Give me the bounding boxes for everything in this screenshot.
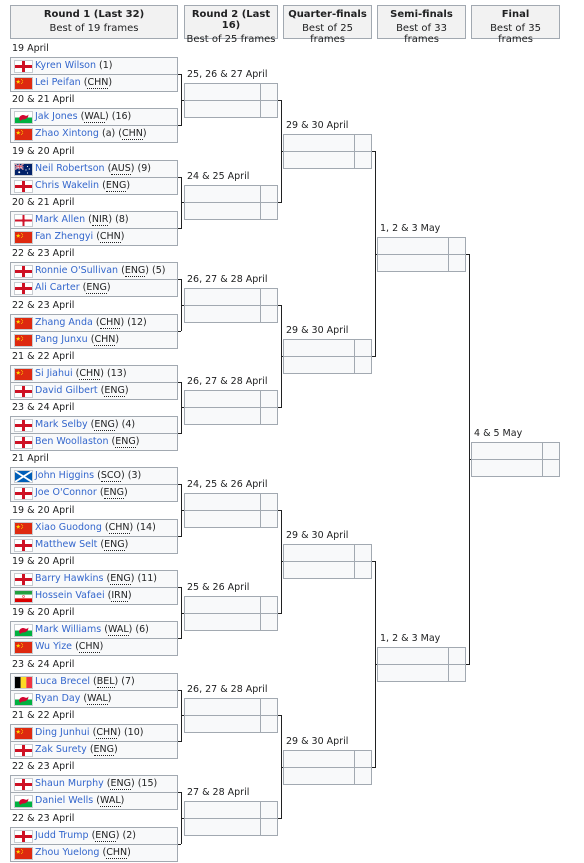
- seed-number: (11): [137, 573, 157, 584]
- player-name: [35, 382, 129, 399]
- england-flag-icon: [14, 778, 31, 789]
- round-format: Best of 19 frames: [49, 23, 139, 34]
- nationality-code[interactable]: CHN: [99, 230, 121, 242]
- quarterfinal-match-slot: [283, 767, 355, 785]
- semifinal-match-score: [448, 254, 466, 272]
- player-link[interactable]: Zhao Xintong: [35, 128, 99, 140]
- match-date: 22 & 23 April: [12, 812, 75, 824]
- round2-match-score: [260, 407, 278, 425]
- round2-match-slot: [184, 493, 261, 511]
- round2-match-slot: [184, 83, 261, 101]
- player-link[interactable]: Pang Junxu: [35, 333, 88, 345]
- england-flag-icon: [14, 436, 31, 447]
- player-link[interactable]: Si Jiahui: [35, 367, 73, 379]
- final-match-score: [542, 442, 560, 460]
- quarterfinal-match-score: [354, 134, 372, 152]
- match-date: 1, 2 & 3 May: [380, 632, 441, 644]
- match-date: 23 & 24 April: [12, 658, 75, 670]
- china-flag-icon: [14, 368, 31, 379]
- round2-match-score: [260, 818, 278, 836]
- china-flag-icon: [14, 317, 31, 328]
- bracket-connector: [281, 151, 283, 152]
- round-format: Best of 33 frames: [396, 23, 447, 45]
- bracket-connector: [281, 356, 283, 357]
- nationality: (ENG): [91, 829, 120, 841]
- wales-flag-icon: [14, 693, 31, 704]
- player-name: [35, 433, 139, 450]
- match-date: 26, 27 & 28 April: [187, 376, 268, 388]
- quarterfinal-match-slot: [283, 356, 355, 374]
- player-name: [35, 690, 111, 707]
- quarterfinal-match-slot: [283, 151, 355, 169]
- nationality-code[interactable]: ENG: [105, 179, 127, 191]
- nationality-code[interactable]: CHN: [99, 316, 121, 328]
- england-flag-icon: [14, 487, 31, 498]
- player-link[interactable]: Barry Hawkins: [35, 573, 104, 584]
- player-link[interactable]: Kyren Wilson: [35, 60, 96, 71]
- england-flag-icon: [14, 180, 31, 191]
- china-flag-icon: [14, 522, 31, 533]
- player-link[interactable]: Ronnie O'Sullivan: [35, 265, 119, 277]
- player-name: [35, 844, 131, 861]
- player-name: [35, 211, 129, 228]
- seed-number: (13): [107, 367, 127, 379]
- player-link[interactable]: Mark Williams: [35, 624, 102, 636]
- match-date: 29 & 30 April: [286, 530, 349, 542]
- player-name: [35, 519, 156, 536]
- final-match-slot: [471, 442, 543, 460]
- quarterfinal-match-score: [354, 544, 372, 562]
- match-date: 22 & 23 April: [12, 299, 75, 311]
- player-name: [35, 792, 124, 809]
- match-date: 22 & 23 April: [12, 248, 75, 260]
- scotland-flag-icon: [14, 470, 31, 481]
- england-flag-icon: [14, 60, 31, 71]
- player-name: [35, 467, 141, 484]
- china-flag-icon: [14, 77, 31, 88]
- nationality-code[interactable]: ENG: [124, 265, 146, 277]
- player-name: [35, 57, 113, 74]
- northern-ireland-flag-icon: [14, 214, 31, 225]
- nationality-code[interactable]: CHN: [96, 726, 118, 738]
- quarterfinal-match-slot: [283, 544, 355, 562]
- round-title: Round 2 (Last 16): [191, 9, 271, 31]
- nationality-code[interactable]: CHN: [87, 77, 109, 88]
- nationality: (CHN): [104, 521, 134, 533]
- round2-match-slot: [184, 100, 261, 118]
- semifinal-match-slot: [377, 237, 449, 255]
- england-flag-icon: [14, 744, 31, 755]
- player-link[interactable]: Hossein Vafaei: [35, 590, 105, 601]
- match-date: 4 & 5 May: [474, 427, 523, 439]
- nationality: (CHN): [92, 726, 121, 738]
- nationality: (ENG): [90, 419, 119, 431]
- england-flag-icon: [14, 573, 31, 584]
- nationality: (a) (CHN): [101, 128, 147, 140]
- round2-match-score: [260, 83, 278, 101]
- semifinal-match-score: [448, 237, 466, 255]
- round2-match-slot: [184, 185, 261, 203]
- match-date: 26, 27 & 28 April: [187, 273, 268, 285]
- player-link[interactable]: Shaun Murphy: [35, 778, 104, 790]
- seed-number: (12): [127, 316, 147, 328]
- player-name: [35, 279, 111, 296]
- seed-number: (8): [115, 213, 129, 225]
- player-name: [35, 365, 127, 382]
- england-flag-icon: [14, 419, 31, 430]
- australia-flag-icon: [14, 163, 31, 174]
- seed-number: (3): [127, 470, 142, 482]
- round2-match-slot: [184, 288, 261, 306]
- player-link[interactable]: Judd Trump: [35, 829, 89, 841]
- semifinal-match-slot: [377, 647, 449, 665]
- round-header: [10, 5, 178, 39]
- nationality: (SCO): [97, 470, 125, 482]
- round2-match-slot: [184, 818, 261, 836]
- seed-number: (9): [137, 162, 151, 174]
- quarterfinal-match-slot: [283, 561, 355, 579]
- nationality: (ENG): [89, 743, 118, 755]
- nationality-code[interactable]: ENG: [93, 743, 115, 755]
- round-format: Best of 35 frames: [490, 23, 541, 45]
- bracket-connector: [181, 305, 184, 306]
- nationality: (NIR): [88, 213, 113, 225]
- china-flag-icon: [14, 641, 31, 652]
- bracket-connector: [181, 613, 184, 614]
- round2-match-score: [260, 493, 278, 511]
- player-link[interactable]: Lei Peifan: [35, 77, 81, 88]
- round2-match-score: [260, 390, 278, 408]
- nationality: (ENG): [99, 487, 128, 499]
- nationality: (ENG): [111, 436, 140, 448]
- nationality: (ENG): [82, 282, 111, 294]
- round2-match-score: [260, 596, 278, 614]
- round2-match-score: [260, 185, 278, 203]
- round-title: Final: [501, 9, 530, 20]
- seed-number: (5): [152, 265, 166, 277]
- nationality-code[interactable]: SCO: [100, 470, 122, 482]
- round2-match-slot: [184, 390, 261, 408]
- nationality-code[interactable]: CHN: [106, 846, 128, 858]
- player-name: [35, 570, 157, 587]
- round2-match-score: [260, 305, 278, 323]
- round2-match-slot: [184, 596, 261, 614]
- match-date: 19 & 20 April: [12, 556, 75, 567]
- match-date: 26, 27 & 28 April: [187, 684, 268, 696]
- player-name: [35, 160, 151, 177]
- round-header: [377, 5, 466, 45]
- player-name: [35, 74, 112, 91]
- nationality-code[interactable]: CHN: [121, 128, 143, 140]
- player-name: [35, 331, 119, 348]
- player-link[interactable]: Xiao Guodong: [35, 521, 102, 533]
- china-flag-icon: [14, 128, 31, 139]
- player-name: [35, 673, 135, 690]
- nationality-code[interactable]: ENG: [115, 436, 136, 448]
- match-date: 27 & 28 April: [187, 786, 250, 798]
- player-link[interactable]: Zhang Anda: [35, 316, 93, 328]
- belgium-flag-icon: [14, 676, 31, 687]
- nationality-code[interactable]: CHN: [79, 367, 101, 379]
- bracket-connector: [181, 715, 184, 716]
- player-link[interactable]: Ali Carter: [35, 282, 80, 294]
- player-name: [35, 228, 125, 245]
- final-match-slot: [471, 459, 543, 477]
- nationality-code[interactable]: ENG: [110, 573, 131, 584]
- match-date: 19 April: [12, 43, 49, 54]
- match-date: 25 & 26 April: [187, 581, 250, 593]
- match-date: 21 & 22 April: [12, 350, 75, 362]
- match-date: 1, 2 & 3 May: [380, 222, 441, 234]
- player-name: [35, 177, 130, 194]
- nationality: (CHN): [96, 230, 125, 242]
- quarterfinal-match-slot: [283, 750, 355, 768]
- round2-match-score: [260, 715, 278, 733]
- nationality: (BEL): [93, 675, 119, 687]
- china-flag-icon: [14, 727, 31, 738]
- round2-match-slot: [184, 801, 261, 819]
- nationality: (CHN): [102, 846, 131, 858]
- round2-match-slot: [184, 613, 261, 631]
- player-link[interactable]: Ben Woollaston: [35, 436, 109, 448]
- quarterfinal-match-score: [354, 356, 372, 374]
- bracket-connector: [281, 561, 283, 562]
- china-flag-icon: [14, 231, 31, 242]
- player-name: [35, 125, 147, 142]
- england-flag-icon: [14, 539, 31, 550]
- player-link[interactable]: Jak Jones: [35, 111, 78, 123]
- round2-match-slot: [184, 715, 261, 733]
- nationality-code[interactable]: ENG: [95, 829, 116, 841]
- round2-match-score: [260, 801, 278, 819]
- player-link[interactable]: Wu Yize: [35, 641, 73, 653]
- player-name: [35, 775, 157, 792]
- match-date: 20 & 21 April: [12, 196, 75, 208]
- seed-number: (6): [135, 624, 149, 636]
- nationality-code[interactable]: CHN: [94, 333, 116, 345]
- round-header: [283, 5, 372, 45]
- round-format: Best of 25 frames: [186, 34, 276, 45]
- player-link[interactable]: Mark Selby: [35, 419, 88, 431]
- wales-flag-icon: [14, 111, 31, 122]
- match-date: 25, 26 & 27 April: [187, 68, 268, 80]
- player-link[interactable]: Matthew Selt: [35, 538, 98, 550]
- iran-flag-icon: [14, 590, 31, 601]
- player-name: [35, 262, 166, 279]
- match-date: 20 & 21 April: [12, 94, 75, 106]
- quarterfinal-match-score: [354, 339, 372, 357]
- player-link[interactable]: Ding Junhui: [35, 726, 90, 738]
- round2-match-slot: [184, 202, 261, 220]
- nationality-code[interactable]: WAL: [107, 624, 129, 636]
- round-header: [184, 5, 278, 45]
- round2-match-slot: [184, 407, 261, 425]
- nationality: (CHN): [75, 641, 104, 653]
- player-name: [35, 621, 149, 638]
- seed-number: (10): [123, 726, 144, 738]
- match-date: 21 April: [12, 453, 49, 465]
- nationality-code[interactable]: ENG: [104, 384, 125, 396]
- quarterfinal-match-slot: [283, 134, 355, 152]
- player-link[interactable]: Luca Brecel: [35, 675, 90, 687]
- quarterfinal-match-score: [354, 151, 372, 169]
- player-name: [35, 827, 136, 844]
- player-name: [35, 724, 143, 741]
- round2-match-score: [260, 100, 278, 118]
- nationality-code[interactable]: WAL: [99, 795, 121, 807]
- england-flag-icon: [14, 830, 31, 841]
- round-format: Best of 25 frames: [302, 23, 353, 45]
- player-link[interactable]: Zhou Yuelong: [35, 846, 100, 858]
- round-header: [471, 5, 560, 45]
- quarterfinal-match-score: [354, 767, 372, 785]
- player-link[interactable]: Joe O'Connor: [35, 487, 97, 499]
- nationality: (WAL): [83, 692, 112, 704]
- match-date: 23 & 24 April: [12, 402, 75, 414]
- nationality: (AUS): [107, 162, 135, 174]
- player-name: [35, 314, 147, 331]
- bracket-connector: [181, 510, 184, 511]
- nationality: (ENG): [102, 179, 131, 191]
- china-flag-icon: [14, 847, 31, 858]
- match-date: 19 & 20 April: [12, 504, 75, 516]
- nationality-code[interactable]: WAL: [87, 692, 108, 704]
- match-date: 29 & 30 April: [286, 325, 349, 337]
- player-link[interactable]: David Gilbert: [35, 384, 98, 396]
- nationality: (WAL): [80, 111, 109, 123]
- bracket-connector: [181, 100, 184, 101]
- england-flag-icon: [14, 265, 31, 276]
- bracket-connector: [181, 818, 184, 819]
- round2-match-score: [260, 288, 278, 306]
- semifinal-match-score: [448, 664, 466, 682]
- nationality-code[interactable]: NIR: [91, 213, 109, 225]
- player-link[interactable]: Mark Allen: [35, 213, 86, 225]
- nationality-code[interactable]: ENG: [86, 282, 107, 294]
- player-link[interactable]: Fan Zhengyi: [35, 230, 94, 242]
- round-title: Semi-finals: [390, 9, 453, 20]
- quarterfinal-match-slot: [283, 339, 355, 357]
- semifinal-match-score: [448, 647, 466, 665]
- round2-match-slot: [184, 698, 261, 716]
- nationality: (ENG): [121, 265, 150, 277]
- round2-match-score: [260, 202, 278, 220]
- nationality: (IRN): [107, 590, 132, 601]
- player-link[interactable]: Chris Wakelin: [35, 179, 100, 191]
- nationality: (CHN): [95, 316, 125, 328]
- seed-number: (14): [136, 521, 156, 533]
- wales-flag-icon: [14, 624, 31, 635]
- seed-number: (7): [121, 675, 135, 687]
- quarterfinal-match-score: [354, 750, 372, 768]
- nationality-code[interactable]: ENG: [104, 538, 125, 550]
- round2-match-score: [260, 613, 278, 631]
- player-name: [35, 587, 132, 604]
- player-name: [35, 484, 128, 501]
- bracket-connector: [281, 767, 283, 768]
- bracket-connector: [181, 202, 184, 203]
- seed-number: (4): [121, 419, 136, 431]
- player-link[interactable]: Zak Surety: [35, 743, 87, 755]
- bracket-connector: [469, 459, 471, 460]
- round2-match-slot: [184, 305, 261, 323]
- match-date: 19 & 20 April: [12, 607, 75, 619]
- china-flag-icon: [14, 334, 31, 345]
- player-name: [35, 536, 128, 553]
- match-date: 29 & 30 April: [286, 119, 349, 131]
- player-link[interactable]: Neil Robertson: [35, 162, 105, 174]
- player-name: [35, 108, 131, 125]
- wales-flag-icon: [14, 795, 31, 806]
- quarterfinal-match-score: [354, 561, 372, 579]
- nationality-code[interactable]: WAL: [84, 111, 105, 123]
- nationality: (CHN): [83, 77, 113, 88]
- player-name: [35, 741, 118, 758]
- nationality-code[interactable]: ENG: [94, 419, 115, 431]
- nationality: (ENG): [106, 778, 135, 790]
- nationality: (ENG): [106, 573, 135, 584]
- seed-number: (15): [137, 778, 158, 790]
- match-date: 29 & 30 April: [286, 735, 349, 747]
- semifinal-match-slot: [377, 254, 449, 272]
- nationality-code[interactable]: CHN: [78, 641, 100, 653]
- semifinal-match-slot: [377, 664, 449, 682]
- player-link[interactable]: Ryan Day: [35, 692, 81, 704]
- nationality: (WAL): [96, 795, 125, 807]
- player-link[interactable]: Daniel Wells: [35, 795, 94, 807]
- bracket-connector: [375, 664, 377, 665]
- nationality: (ENG): [100, 538, 129, 550]
- nationality-code[interactable]: BEL: [96, 675, 115, 687]
- match-date: 22 & 23 April: [12, 761, 75, 773]
- england-flag-icon: [14, 282, 31, 293]
- nationality-code[interactable]: AUS: [111, 162, 131, 174]
- bracket-connector: [181, 407, 184, 408]
- round2-match-slot: [184, 510, 261, 528]
- nationality: (CHN): [90, 333, 120, 345]
- round2-match-score: [260, 510, 278, 528]
- seed-number: (1): [99, 60, 113, 71]
- match-date: 24 & 25 April: [187, 171, 250, 183]
- nationality-code[interactable]: IRN: [111, 590, 128, 601]
- match-date: 24, 25 & 26 April: [187, 479, 268, 491]
- england-flag-icon: [14, 385, 31, 396]
- nationality-code[interactable]: ENG: [110, 778, 131, 790]
- nationality: (CHN): [75, 367, 104, 379]
- seed-number: (2): [122, 829, 136, 841]
- seed-number: (16): [111, 111, 132, 123]
- nationality: (ENG): [100, 384, 129, 396]
- player-name: [35, 638, 103, 655]
- round-title: Quarter-finals: [288, 9, 367, 20]
- nationality-code[interactable]: CHN: [108, 521, 130, 533]
- match-date: 19 & 20 April: [12, 145, 75, 157]
- nationality-code[interactable]: ENG: [103, 487, 125, 499]
- final-match-score: [542, 459, 560, 477]
- bracket-connector: [375, 254, 377, 255]
- nationality: (WAL): [104, 624, 133, 636]
- player-link[interactable]: John Higgins: [35, 470, 95, 482]
- player-name: [35, 416, 135, 433]
- round2-match-score: [260, 698, 278, 716]
- match-date: 21 & 22 April: [12, 709, 75, 721]
- round-title: Round 1 (Last 32): [43, 9, 145, 20]
